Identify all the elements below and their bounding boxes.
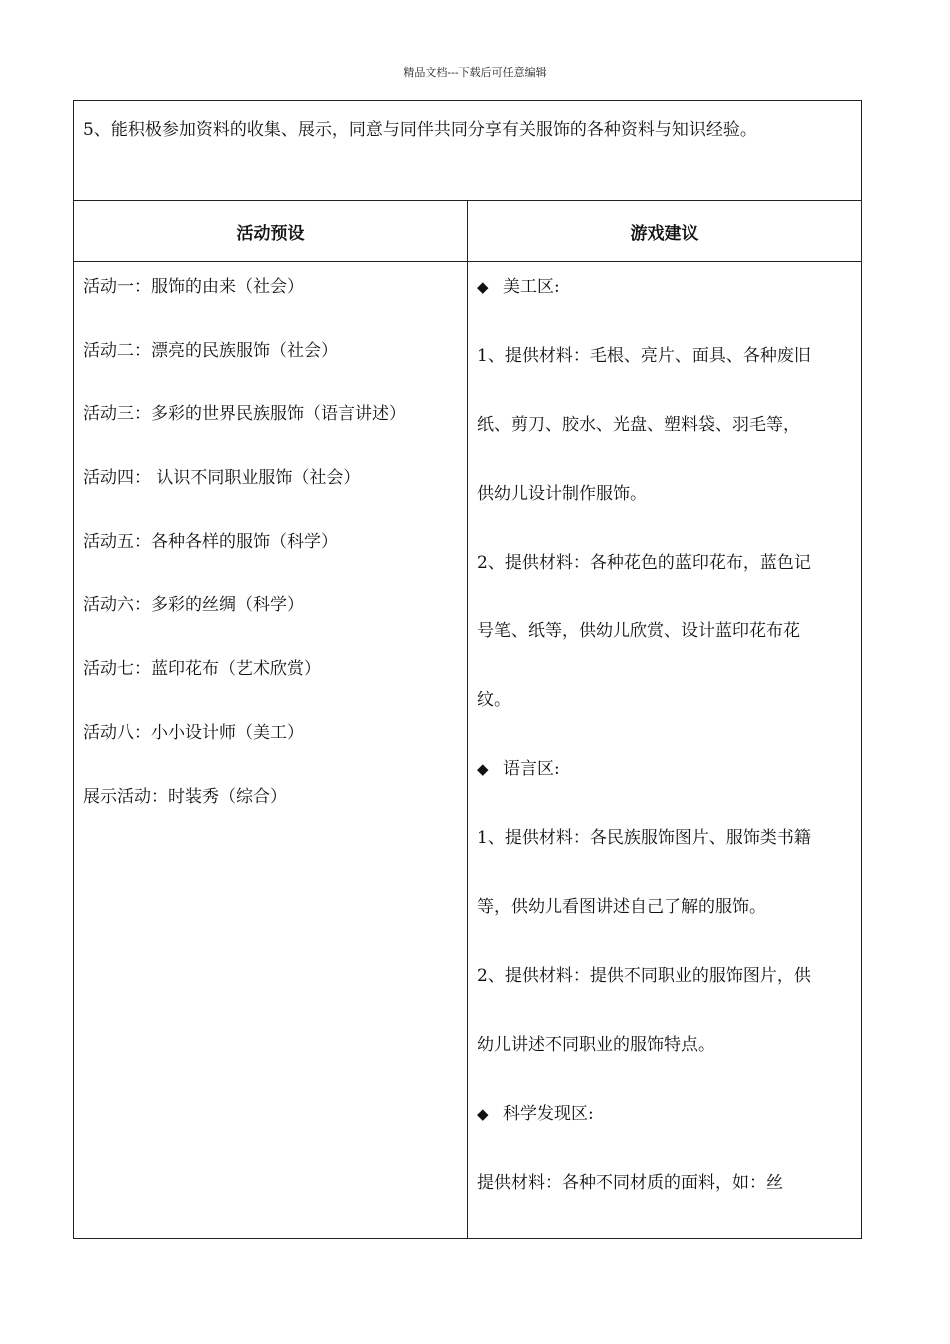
diamond-bullet-icon: ◆ bbox=[477, 1104, 489, 1123]
column-header-activities: 活动预设 bbox=[74, 201, 468, 262]
suggestion-line: 供幼儿设计制作服饰。 bbox=[477, 483, 647, 504]
area-heading-science bbox=[477, 1101, 852, 1170]
suggestion-list bbox=[468, 262, 861, 1238]
diamond-bullet-icon: ◆ bbox=[477, 760, 489, 779]
suggestion-line: 幼儿讲述不同职业的服饰特点。 bbox=[477, 1034, 715, 1055]
goal-text: 5、能积极参加资料的收集、展示，同意与同伴共同分享有关服饰的各种资料与知识经验。 bbox=[83, 120, 757, 140]
activity-item: 活动一：服饰的由来（社会） bbox=[83, 277, 304, 297]
suggestion-line: 纹。 bbox=[477, 690, 511, 711]
column-header-row bbox=[74, 201, 862, 262]
suggestions-cell bbox=[468, 262, 862, 1239]
column-header-game-suggestions: 游戏建议 bbox=[468, 201, 862, 262]
area-heading-label: 语言区: bbox=[503, 759, 560, 780]
goal-row bbox=[74, 101, 862, 201]
suggestion-line: 1、提供材料：各民族服饰图片、服饰类书籍 bbox=[477, 828, 811, 849]
activity-item: 活动六：多彩的丝绸（科学） bbox=[83, 595, 304, 616]
activity-item: 活动三：多彩的世界民族服饰（语言讲述） bbox=[83, 404, 406, 425]
suggestion-line: 1、提供材料：毛根、亮片、面具、各种废旧 bbox=[477, 345, 811, 366]
area-heading-art bbox=[477, 274, 852, 343]
activity-item: 活动七：蓝印花布（艺术欣赏） bbox=[83, 659, 321, 680]
goal-cell bbox=[74, 101, 862, 201]
area-heading-label: 科学发现区: bbox=[503, 1103, 594, 1124]
activity-item: 活动四： 认识不同职业服饰（社会） bbox=[83, 468, 361, 489]
activity-item: 展示活动：时装秀（综合） bbox=[83, 786, 287, 807]
plan-table bbox=[73, 100, 862, 1239]
activity-list bbox=[74, 262, 467, 847]
activity-item: 活动五：各种各样的服饰（科学） bbox=[83, 531, 338, 552]
area-heading-language bbox=[477, 756, 852, 825]
suggestion-line: 2、提供材料：提供不同职业的服饰图片，供 bbox=[477, 965, 811, 986]
activities-cell bbox=[74, 262, 468, 1239]
suggestion-line: 等，供幼儿看图讲述自己了解的服饰。 bbox=[477, 897, 766, 918]
suggestion-line: 提供材料：各种不同材质的面料，如：丝 bbox=[477, 1172, 783, 1193]
page-header: 精品文档---下载后可任意编辑 bbox=[403, 66, 547, 79]
suggestion-line: 号笔、纸等，供幼儿欣赏、设计蓝印花布花 bbox=[477, 621, 800, 642]
suggestion-line: 2、提供材料：各种花色的蓝印花布，蓝色记 bbox=[477, 552, 811, 573]
content-row bbox=[74, 262, 862, 1239]
activity-item: 活动八：小小设计师（美工） bbox=[83, 722, 304, 743]
activity-item: 活动二：漂亮的民族服饰（社会） bbox=[83, 340, 338, 361]
suggestion-line: 纸、剪刀、胶水、光盘、塑料袋、羽毛等， bbox=[477, 414, 800, 435]
area-heading-label: 美工区: bbox=[503, 277, 560, 297]
diamond-bullet-icon: ◆ bbox=[477, 278, 489, 296]
